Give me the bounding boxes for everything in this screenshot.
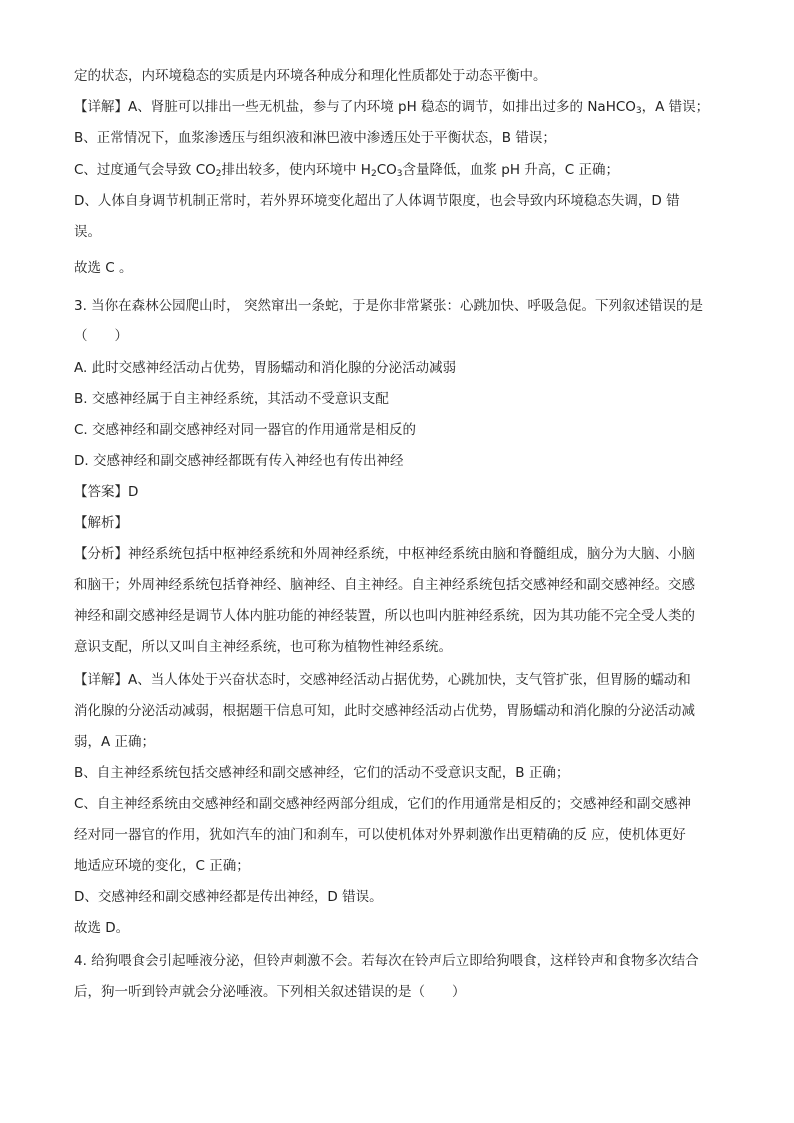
q3-stem: 3. 当你在森林公园爬山时， 突然窜出一条蛇，于是你非常紧张：心跳加快、呼吸急促。下列叙述错误的是 xyxy=(74,298,703,314)
q3-detail-line: 地适应环境的变化，C 正确； xyxy=(74,858,250,874)
q2-detail-c-text-4: 含量降低，血浆 pH 升高，C 正确； xyxy=(402,162,620,178)
q2-detail-c xyxy=(74,160,734,180)
q2-detail-d: D、人体自身调节机制正常时，若外界环境变化超出了人体调节限度，也会导致内环境稳态失调，D 错 xyxy=(74,193,680,209)
q3-answer: 【答案】D xyxy=(74,484,139,500)
q3-option-b: B. 交感神经属于自主神经系统，其活动不受意识支配 xyxy=(74,391,389,407)
q3-analysis-line: 【分析】神经系统包括中枢神经系统和外周神经系统，中枢神经系统由脑和脊髓组成，脑分为大脑、小脑 xyxy=(74,546,695,562)
q3-choice: 故选 D。 xyxy=(74,920,130,936)
q3-analysis-line: 意识支配，所以又叫自主神经系统，也可称为植物性神经系统。 xyxy=(74,639,452,655)
q2-detail-a-text: 【详解】A、肾脏可以排出一些无机盐，参与了内环境 pH 稳态的调节，如排出过多的 NaHCO xyxy=(74,99,636,115)
q3-option-a: A. 此时交感神经活动占优势，胃肠蠕动和消化腺的分泌活动减弱 xyxy=(74,360,457,376)
q3-detail-line: C、自主神经系统由交感神经和副交感神经两部分组成，它们的作用通常是相反的；交感神经和副交感神 xyxy=(74,796,691,812)
subscript: 3 xyxy=(635,106,642,116)
q3-detail-line: 【详解】A、当人体处于兴奋状态时，交感神经活动占据优势，心跳加快，支气管扩张，但胃肠的蠕动和 xyxy=(74,672,691,688)
q2-detail-c-text-2: 排出较多，使内环境中 H xyxy=(221,162,371,178)
q3-stem-bracket: （ ） xyxy=(74,328,128,344)
q2-detail-c-text-1: C、过度通气会导致 CO xyxy=(74,162,216,178)
subscript: 3 xyxy=(396,169,403,179)
q2-detail-a xyxy=(74,97,734,117)
q2-detail-b: B、正常情况下，血浆渗透压与组织液和淋巴液中渗透压处于平衡状态，B 错误； xyxy=(74,130,556,146)
subscript: 2 xyxy=(215,169,222,179)
q4-stem-cont: 后，狗一听到铃声就会分泌唾液。下列相关叙述错误的是（ ） xyxy=(74,984,466,1000)
q2-detail-a-end: ，A 错误； xyxy=(641,99,710,115)
q3-detail-line: 经对同一器官的作用，犹如汽车的油门和刹车，可以使机体对外界刺激作出更精确的反 应，使机体更好 xyxy=(74,827,686,843)
q2-detail-d-cont: 误。 xyxy=(74,224,101,240)
q2-summary-tail: 定的状态，内环境稳态的实质是内环境各种成分和理化性质都处于动态平衡中。 xyxy=(74,68,547,84)
q3-detail-line: 弱，A 正确； xyxy=(74,734,156,750)
q2-choice: 故选 C 。 xyxy=(74,260,133,276)
q3-analysis-heading: 【解析】 xyxy=(74,515,128,531)
q3-analysis-line: 神经和副交感神经是调节人体内脏功能的神经装置，所以也叫内脏神经系统，因为其功能不完全受人类的 xyxy=(74,608,695,624)
q3-option-d: D. 交感神经和副交感神经都既有传入神经也有传出神经 xyxy=(74,453,404,469)
q4-stem: 4. 给狗喂食会引起唾液分泌，但铃声刺激不会。若每次在铃声后立即给狗喂食，这样铃声和食物多次结合 xyxy=(74,953,699,969)
q3-detail-line: B、自主神经系统包括交感神经和副交感神经，它们的活动不受意识支配，B 正确； xyxy=(74,765,570,781)
q3-option-c: C. 交感神经和副交感神经对同一器官的作用通常是相反的 xyxy=(74,422,417,438)
subscript: 2 xyxy=(370,169,377,179)
q3-detail-line: 消化腺的分泌活动减弱，根据题干信息可知，此时交感神经活动占优势，胃肠蠕动和消化腺的分泌活动减 xyxy=(74,703,695,719)
q3-detail-line: D、交感神经和副交感神经都是传出神经，D 错误。 xyxy=(74,889,383,905)
q3-analysis-line: 和脑干；外周神经系统包括脊神经、脑神经、自主神经。自主神经系统包括交感神经和副交感神经。交感 xyxy=(74,577,695,593)
q2-detail-c-text-3: CO xyxy=(376,162,397,178)
